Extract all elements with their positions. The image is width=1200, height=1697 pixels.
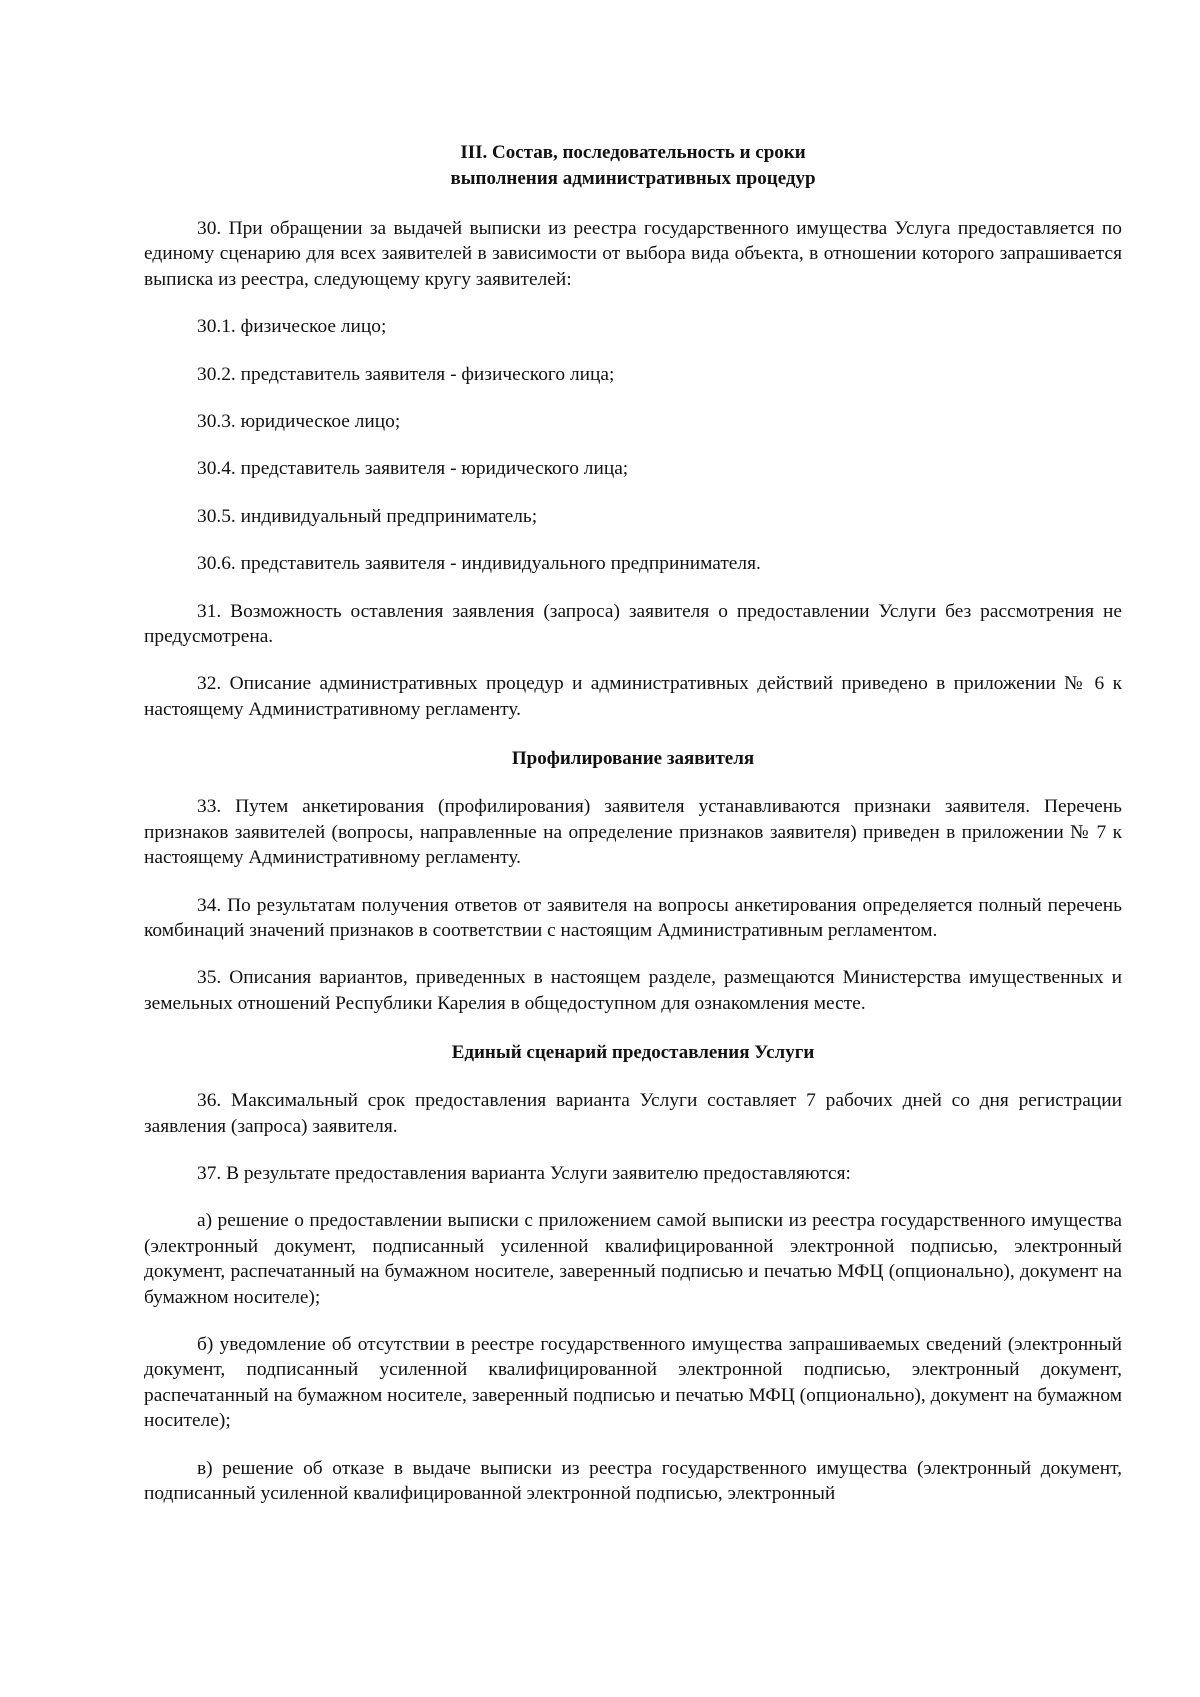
paragraph-34: 34. По результатам получения ответов от заявителя на вопросы анкетирования определяется полный перечень комбинаций значений признаков в соответствии с настоящим Административным регламентом. <box>144 894 1122 941</box>
paragraph-37: 37. В результате предоставления варианта Услуги заявителю предоставляются: <box>197 1162 851 1184</box>
list-item: 30.6. представитель заявителя - индивидуального предпринимателя. <box>197 553 761 575</box>
paragraph-35: 35. Описания вариантов, приведенных в настоящем разделе, размещаются Министерства имущественных и земельных отношений Республики Карелия в общедоступном для ознакомления месте. <box>144 967 1122 1014</box>
paragraph-36: 36. Максимальный срок предоставления варианта Услуги составляет 7 рабочих дней со дня регистрации заявления (запроса) заявителя. <box>144 1090 1122 1137</box>
paragraph-33: 33. Путем анкетирования (профилирования) заявителя устанавливаются признаки заявителя. Перечень признаков заявителей (вопросы, направленные на определение признаков заявителя) приведен в приложении № 7 к настоящему Административному регламенту. <box>144 796 1122 869</box>
applicant-list <box>144 314 1122 576</box>
section-title <box>144 140 1122 192</box>
list-item: 30.4. представитель заявителя - юридического лица; <box>197 458 629 480</box>
paragraph-30: 30. При обращении за выдачей выписки из реестра государственного имущества Услуга предоставляется по единому сценарию для всех заявителей в зависимости от выбора вида объекта, в отношении которого запрашивается выписка из реестра, следующему кругу заявителей: <box>144 218 1122 290</box>
subheading-profiling: Профилирование заявителя <box>511 748 755 770</box>
document-page <box>144 140 1122 1506</box>
paragraph-a: а) решение о предоставлении выписки с приложением самой выписки из реестра государственного имущества (электронный документ, подписанный усиленной квалифицированной электронной подписью, электронный документ, распечатанный на бумажном носителе, заверенный подписью и печатью МФЦ (опционально), документ на бумажном носителе); <box>144 1210 1122 1308</box>
list-item: 30.5. индивидуальный предприниматель; <box>197 505 538 527</box>
section-title-line-2: выполнения административных процедур <box>450 168 816 189</box>
paragraph-b: б) уведомление об отсутствии в реестре государственного имущества запрашиваемых сведений (электронный документ, подписанный усиленной квалифицированной электронной подписью, электронный документ, распечатанный на бумажном носителе, заверенный подписью и печатью МФЦ (опционально), документ на бумажном носителе); <box>144 1333 1122 1432</box>
paragraph-v: в) решение об отказе в выдаче выписки из реестра государственного имущества (электронный документ, подписанный усиленной квалифицированной электронной подписью, электронный <box>144 1457 1122 1504</box>
list-item: 30.3. юридическое лицо; <box>197 411 401 433</box>
subheading-scenario: Единый сценарий предоставления Услуги <box>451 1042 815 1064</box>
paragraph-31: 31. Возможность оставления заявления (запроса) заявителя о предоставлении Услуги без рассмотрения не предусмотрена. <box>144 600 1122 648</box>
paragraph-32: 32. Описание административных процедур и административных действий приведено в приложении № 6 к настоящему Административному регламенту. <box>144 673 1122 720</box>
list-item: 30.1. физическое лицо; <box>197 316 387 338</box>
section-title-line-1: III. Состав, последовательность и сроки <box>460 142 806 163</box>
list-item: 30.2. представитель заявителя - физического лица; <box>197 363 615 385</box>
